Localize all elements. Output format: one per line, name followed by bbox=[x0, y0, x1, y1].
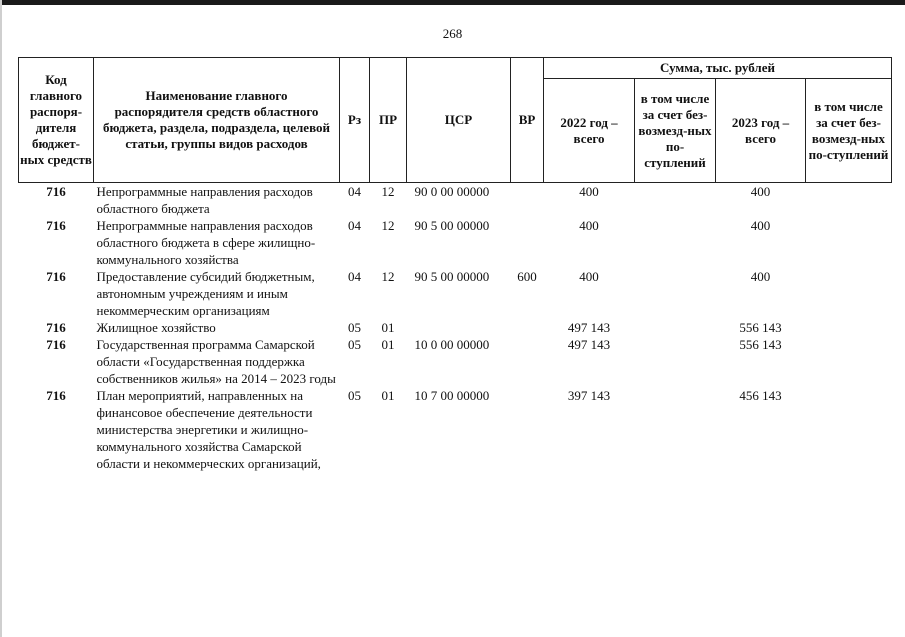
row-name: Государственная программа Самарской области «Государственная поддержка собственников жилья» на 2014 – 2023 годы bbox=[96, 337, 336, 386]
row-csr: 90 0 00 00000 bbox=[414, 184, 490, 199]
row-2023-total: 556 143 bbox=[739, 337, 782, 352]
row-vr bbox=[511, 336, 544, 387]
top-border-line bbox=[0, 0, 905, 5]
row-code: 716 bbox=[46, 320, 66, 335]
header-name: Наименование главного распорядителя средств областного бюджета, раздела, подраздела, целевой статьи, группы видов расходов bbox=[94, 58, 340, 183]
header-2023-total: 2023 год – всего bbox=[716, 79, 806, 183]
row-2023-total: 400 bbox=[750, 218, 771, 233]
row-2023-total: 400 bbox=[750, 184, 771, 199]
row-2022-total: 400 bbox=[579, 218, 599, 233]
table-header bbox=[19, 58, 892, 183]
table-row bbox=[19, 268, 892, 319]
row-pr: 12 bbox=[381, 269, 395, 284]
header-rz: Рз bbox=[340, 58, 370, 183]
row-vr bbox=[511, 217, 544, 268]
row-code: 716 bbox=[46, 269, 66, 284]
row-rz: 04 bbox=[348, 218, 361, 233]
header-pr: ПР bbox=[370, 58, 407, 183]
budget-table bbox=[18, 57, 892, 472]
row-vr bbox=[511, 387, 544, 472]
row-2023-total: 556 143 bbox=[739, 320, 782, 335]
header-2023-free: в том числе за счет без-возмезд-ных по-ступлений bbox=[806, 79, 892, 183]
row-2022-total: 497 143 bbox=[567, 337, 611, 352]
scan-edge bbox=[0, 0, 2, 637]
header-vr: ВР bbox=[511, 58, 544, 183]
row-2022-free bbox=[635, 319, 716, 336]
row-name: План мероприятий, направленных на финансовое обеспечение деятельности министерства энергетики и жилищно-коммунального хозяйства Самарской области и некоммерческих организаций, bbox=[96, 388, 321, 471]
row-2022-free bbox=[635, 387, 716, 472]
row-code: 716 bbox=[46, 337, 66, 352]
header-csr: ЦСР bbox=[407, 58, 511, 183]
table-row bbox=[19, 319, 892, 336]
row-2023-total: 456 143 bbox=[739, 388, 782, 403]
row-2022-total: 400 bbox=[579, 269, 599, 284]
row-2022-total: 397 143 bbox=[567, 388, 611, 403]
row-pr: 01 bbox=[381, 320, 395, 335]
table-row bbox=[19, 387, 892, 472]
table-row bbox=[19, 183, 892, 218]
row-2022-free bbox=[635, 217, 716, 268]
row-code: 716 bbox=[46, 388, 66, 403]
row-2022-total: 497 143 bbox=[567, 320, 611, 335]
row-rz: 05 bbox=[348, 337, 361, 352]
row-2023-free bbox=[806, 336, 892, 387]
row-csr: 10 7 00 00000 bbox=[414, 388, 490, 403]
row-rz: 04 bbox=[348, 269, 361, 284]
table-row bbox=[19, 217, 892, 268]
row-2023-free bbox=[806, 268, 892, 319]
table-row bbox=[19, 336, 892, 387]
row-pr: 01 bbox=[381, 337, 395, 352]
header-2022-total: 2022 год – всего bbox=[544, 79, 635, 183]
row-csr bbox=[407, 319, 511, 336]
row-rz: 05 bbox=[348, 388, 361, 403]
row-code: 716 bbox=[46, 218, 66, 233]
row-rz: 05 bbox=[348, 320, 361, 335]
row-2023-total: 400 bbox=[750, 269, 771, 284]
row-2022-free bbox=[635, 183, 716, 218]
row-pr: 12 bbox=[381, 184, 395, 199]
row-2022-free bbox=[635, 268, 716, 319]
row-name: Непрограммные направления расходов областного бюджета в сфере жилищно-коммунального хозяйства bbox=[96, 218, 316, 267]
row-vr: 600 bbox=[517, 269, 537, 284]
row-2023-free bbox=[806, 217, 892, 268]
header-2022-free: в том числе за счет без-возмезд-ных по-ступлений bbox=[635, 79, 716, 183]
row-name: Непрограммные направления расходов областного бюджета bbox=[96, 184, 313, 216]
row-pr: 12 bbox=[381, 218, 395, 233]
row-vr bbox=[511, 183, 544, 218]
header-sum: Сумма, тыс. рублей bbox=[544, 58, 892, 79]
row-csr: 90 5 00 00000 bbox=[414, 218, 490, 233]
page-number: 268 bbox=[442, 26, 463, 41]
row-2022-free bbox=[635, 336, 716, 387]
row-2023-free bbox=[806, 319, 892, 336]
row-csr: 10 0 00 00000 bbox=[414, 337, 490, 352]
table-body bbox=[19, 183, 892, 473]
row-csr: 90 5 00 00000 bbox=[414, 269, 490, 284]
row-rz: 04 bbox=[348, 184, 361, 199]
row-2022-total: 400 bbox=[579, 184, 599, 199]
header-code: Код главного распоря-дителя бюджет-ных средств bbox=[19, 58, 94, 183]
row-vr bbox=[511, 319, 544, 336]
row-2023-free bbox=[806, 183, 892, 218]
row-code: 716 bbox=[46, 184, 66, 199]
row-2023-free bbox=[806, 387, 892, 472]
row-pr: 01 bbox=[381, 388, 395, 403]
row-name: Предоставление субсидий бюджетным, автономным учреждениям и иным некоммерческим организациям bbox=[96, 269, 315, 318]
row-name: Жилищное хозяйство bbox=[96, 320, 216, 335]
